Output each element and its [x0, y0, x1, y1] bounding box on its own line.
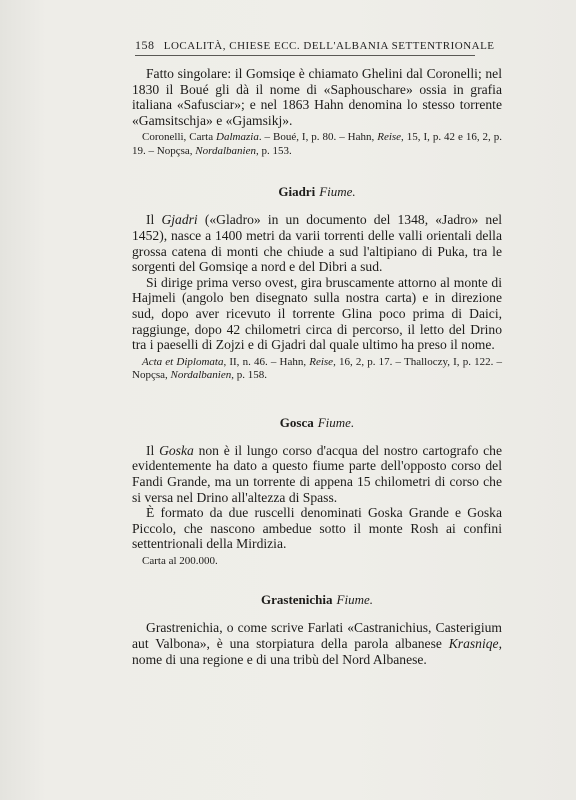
page-body — [132, 66, 502, 667]
section-title-giadri: Giadri Fiume. — [278, 184, 356, 200]
giadri-paragraph-1: Il Gjadri («Gladro» in un documento del 1348, «Jadro» nel 1452), nasce a 1400 metri da varii torrenti delle valli orientali della grossa catena di monti che chiude a sud l'altipiano di Puka, tra le sorgenti del Gomsiqe a nord e del Dibri a sud. — [132, 212, 503, 275]
section-title-grastenichia: Grastenichia Fiume. — [261, 592, 373, 608]
running-title: LOCALITÀ, CHIESE ECC. DELL'ALBANIA SETTENTRIONALE — [163, 40, 495, 52]
giadri-paragraph-2: Si dirige prima verso ovest, gira bruscamente attorno al monte di Hajmeli (angolo ben disegnato sulla nostra carta) e in direzione sud, dopo aver ricevuto il torrente Glina poco prima di Daici, raggiunge, dopo 42 chilometri circa di percorso, il letto del Drino tra i paeselli di Zojzi e di Gjadri dal quale ultimo ha preso il nome. — [132, 274, 502, 353]
gosca-reference: Carta al 200.000. — [142, 554, 218, 567]
intro-reference: Coronelli, Carta Dalmazia. – Boué, I, p. 80. – Hahn, Reise, 15, I, p. 42 e 16, 2, p. 19. – Nopçsa, Nordalbanien, p. 153. — [132, 131, 503, 157]
running-header — [135, 38, 495, 56]
intro-paragraph: Fatto singolare: il Gomsiqe è chiamato Ghelini dal Coronelli; nel 1830 il Boué gli dà il nome di «Saphouschare» ossia in grafia italiana «Safusciar»; e nel 1863 Hahn denomina lo stesso torrente «Gamsitschja» e «Gjamsikj». — [132, 66, 502, 128]
giadri-reference: Acta et Diplomata, II, n. 46. – Hahn, Reise, 16, 2, p. 17. – Thalloczy, I, p. 122. – Nopçsa, Nordalbanien, p. 158. — [132, 355, 502, 382]
grastenichia-paragraph-1: Grastrenichia, o come scrive Farlati «Castranichius, Casterigium aut Valbona», è una storpiatura della parola albanese Krasniqe, nome di una regione e di una tribù del Nord Albanese. — [132, 620, 502, 667]
page-number: 158 — [135, 38, 155, 52]
gosca-paragraph-1: Il Goska non è il lungo corso d'acqua del nostro cartografo che evidentemente ha dato a questo fiume parte dell'opposto corso del Fandi Grande, ma un torrente di appena 15 chilometri di corso che si versa nel Drino all'altezza di Spass. — [132, 442, 502, 505]
gosca-paragraph-2: È formato da due ruscelli denominati Goska Grande e Goska Piccolo, che nascono ambedue sotto il monte Rosh ai confini settentrionali della Mirdizia. — [132, 505, 502, 552]
section-title-gosca: Gosca Fiume. — [279, 414, 355, 430]
